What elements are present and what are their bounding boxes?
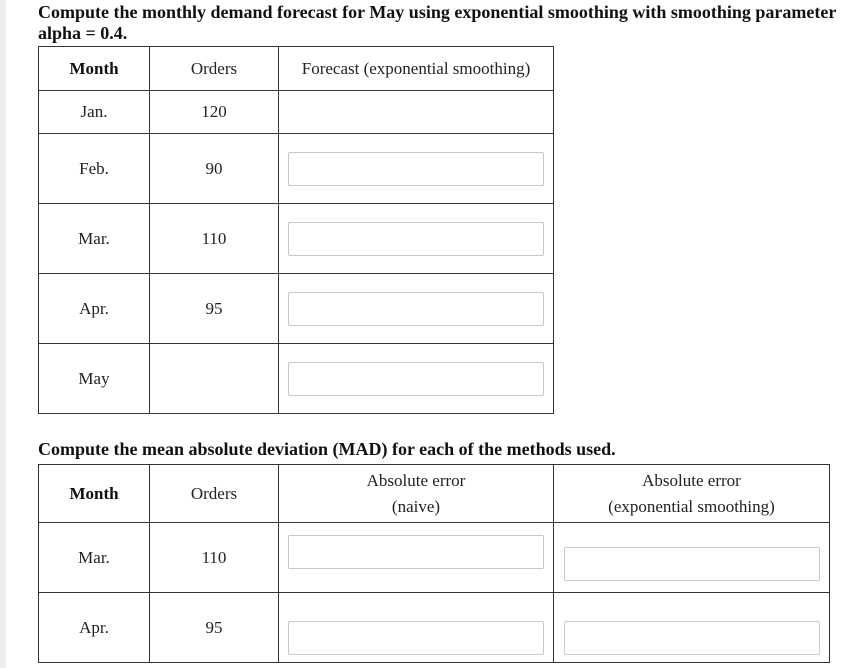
table-row	[39, 204, 554, 274]
table-row	[39, 134, 554, 204]
exp-error-input-apr[interactable]	[564, 621, 820, 655]
forecast-cell-empty	[279, 91, 554, 134]
month-cell: Apr.	[39, 274, 150, 344]
forecast-input-may[interactable]	[288, 362, 544, 396]
table-row	[39, 523, 830, 593]
month-header: Month	[39, 465, 150, 523]
exp-error-input-mar[interactable]	[564, 547, 820, 581]
month-cell: Apr.	[39, 593, 150, 663]
mad-header-row	[39, 465, 830, 523]
table-row	[39, 593, 830, 663]
naive-error-input-apr[interactable]	[288, 621, 544, 655]
month-cell: Feb.	[39, 134, 150, 204]
naive-error-cell	[279, 523, 554, 593]
orders-cell: 95	[150, 274, 279, 344]
abs-error-exp-label: Absolute error	[642, 470, 741, 490]
month-cell: Mar.	[39, 204, 150, 274]
orders-header: Orders	[150, 465, 279, 523]
abs-error-naive-header	[279, 465, 554, 523]
orders-cell: 120	[150, 91, 279, 134]
forecast-table	[38, 46, 554, 414]
month-cell: Jan.	[39, 91, 150, 134]
orders-cell: 110	[150, 523, 279, 593]
forecast-cell	[279, 204, 554, 274]
table-row	[39, 274, 554, 344]
naive-error-cell	[279, 593, 554, 663]
month-cell: May	[39, 344, 150, 414]
question-1-heading: Compute the monthly demand forecast for May using exponential smoothing with smoothing parameter alpha = 0.4.	[38, 2, 837, 43]
abs-error-exp-sublabel: (exponential smoothing)	[608, 496, 775, 516]
forecast-cell	[279, 274, 554, 344]
abs-error-naive-label: Absolute error	[366, 470, 466, 490]
exp-error-cell	[554, 523, 830, 593]
abs-error-naive-sublabel: (naive)	[391, 496, 441, 516]
table-row	[39, 344, 554, 414]
forecast-header-row	[39, 47, 554, 91]
orders-cell: 90	[150, 134, 279, 204]
table-row	[39, 91, 554, 134]
exp-error-cell	[554, 593, 830, 663]
forecast-input-apr[interactable]	[288, 292, 544, 326]
forecast-input-mar[interactable]	[288, 222, 544, 256]
forecast-cell	[279, 344, 554, 414]
abs-error-exp-header	[554, 465, 830, 523]
month-header: Month	[39, 47, 150, 91]
orders-header: Orders	[150, 47, 279, 91]
naive-error-input-mar[interactable]	[288, 535, 544, 569]
mad-table	[38, 464, 830, 663]
question-2-heading: Compute the mean absolute deviation (MAD) for each of the methods used.	[38, 439, 616, 459]
forecast-header: Forecast (exponential smoothing)	[279, 47, 554, 91]
orders-cell: 95	[150, 593, 279, 663]
forecast-cell	[279, 134, 554, 204]
forecast-input-feb[interactable]	[288, 152, 544, 186]
orders-cell: 110	[150, 204, 279, 274]
month-cell: Mar.	[39, 523, 150, 593]
left-edge-bar	[0, 0, 6, 668]
orders-cell	[150, 344, 279, 414]
